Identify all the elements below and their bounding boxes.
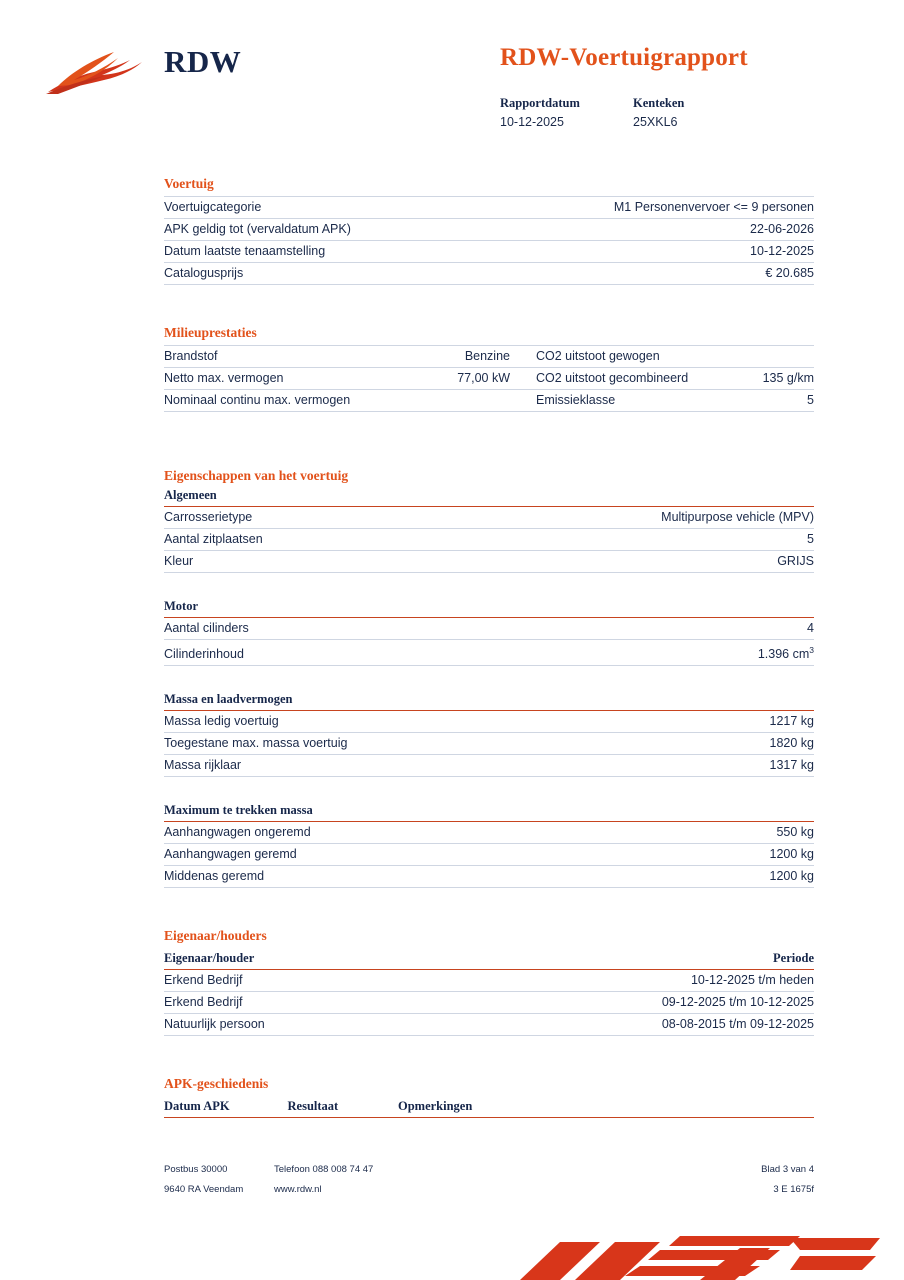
document-body (164, 176, 814, 1118)
row-label-left: Nominaal continu max. vermogen (164, 390, 450, 412)
section-owners (164, 928, 814, 1036)
row-label: Kleur (164, 551, 419, 573)
row-value: 1820 kg (687, 733, 814, 755)
row-label: Datum laatste tenaamstelling (164, 241, 478, 263)
spacer (164, 888, 814, 928)
table-row (164, 368, 814, 390)
table-row (164, 640, 814, 666)
subsection-towing-title: Maximum te trekken massa (164, 803, 313, 818)
spacer (164, 285, 814, 325)
row-value: 10-12-2025 (478, 241, 814, 263)
row-label: APK geldig tot (vervaldatum APK) (164, 219, 478, 241)
table-row (164, 866, 814, 888)
owner-period: 08-08-2015 t/m 09-12-2025 (423, 1014, 814, 1036)
table-header-row (164, 1096, 814, 1118)
row-value-left: Benzine (450, 346, 528, 368)
license-plate-label: Kenteken (633, 96, 685, 110)
towing-table (164, 822, 814, 888)
footer-city: 9640 RA Veendam (164, 1184, 244, 1195)
spacer (164, 412, 814, 468)
row-label-left: Brandstof (164, 346, 450, 368)
row-value: 1.396 cm (757, 647, 810, 662)
row-value: 1200 kg (663, 844, 814, 866)
table-row (164, 844, 814, 866)
rdw-logo-text: RDW (164, 44, 242, 79)
section-environment-title: Milieuprestaties (164, 325, 257, 340)
section-properties (164, 468, 814, 888)
table-row (164, 970, 814, 992)
license-plate-value: 25XKL6 (633, 115, 678, 129)
row-value-right: 135 g/km (723, 368, 814, 390)
report-date-value: 10-12-2025 (500, 115, 564, 129)
row-value: 1200 kg (663, 866, 814, 888)
row-label-right: Emissieklasse (528, 390, 723, 412)
row-label: Aantal zitplaatsen (164, 529, 419, 551)
row-value-with-unit (555, 640, 814, 666)
section-vehicle (164, 176, 814, 285)
section-properties-title: Eigenschappen van het voertuig (164, 468, 349, 483)
section-environment (164, 325, 814, 412)
subsection-engine-title: Motor (164, 599, 199, 613)
footer-form-code: 3 E 1675f (773, 1184, 814, 1195)
row-value: 22-06-2026 (478, 219, 814, 241)
row-label: Massa ledig voertuig (164, 711, 687, 733)
subsection-mass-title: Massa en laadvermogen (164, 692, 293, 707)
footer-page-number: Blad 3 van 4 (761, 1164, 814, 1175)
owner-name: Natuurlijk persoon (164, 1014, 423, 1036)
document-header (0, 0, 904, 150)
table-row (164, 529, 814, 551)
row-value: 550 kg (663, 822, 814, 844)
owners-table (164, 948, 814, 1036)
row-label: Carrosserietype (164, 507, 419, 529)
spacer (164, 666, 814, 692)
row-label: Cilinderinhoud (164, 640, 555, 666)
table-row (164, 346, 814, 368)
table-row (164, 1014, 814, 1036)
apk-history-table (164, 1096, 814, 1118)
column-header-owner: Eigenaar/houder (164, 948, 423, 970)
row-value-right: 5 (723, 390, 814, 412)
row-label: Aanhangwagen ongeremd (164, 822, 663, 844)
footer-line-2 (164, 1184, 814, 1195)
report-date-label: Rapportdatum (500, 96, 580, 110)
table-row (164, 551, 814, 573)
spacer (164, 777, 814, 803)
rdw-logo (44, 32, 304, 102)
section-vehicle-title: Voertuig (164, 176, 214, 191)
row-label-left: Netto max. vermogen (164, 368, 450, 390)
table-row (164, 263, 814, 285)
general-table (164, 507, 814, 573)
spacer (164, 1036, 814, 1076)
document-footer (164, 1164, 814, 1204)
footer-website: www.rdw.nl (274, 1184, 322, 1195)
row-value: 1217 kg (687, 711, 814, 733)
row-value: Multipurpose vehicle (MPV) (419, 507, 814, 529)
owner-period: 09-12-2025 t/m 10-12-2025 (423, 992, 814, 1014)
footer-line-1 (164, 1164, 814, 1175)
row-label: Massa rijklaar (164, 755, 687, 777)
table-row (164, 755, 814, 777)
table-row (164, 822, 814, 844)
section-owners-title: Eigenaar/houders (164, 928, 267, 944)
engine-table (164, 618, 814, 666)
table-row (164, 618, 814, 640)
owner-period: 10-12-2025 t/m heden (423, 970, 814, 992)
footer-postbus: Postbus 30000 (164, 1164, 228, 1175)
column-header-period: Periode (423, 948, 814, 970)
column-header-apk-date: Datum APK (164, 1096, 288, 1118)
table-row (164, 219, 814, 241)
table-row (164, 241, 814, 263)
report-meta (500, 96, 860, 129)
table-row (164, 733, 814, 755)
mass-table (164, 711, 814, 777)
section-apk-title: APK-geschiedenis (164, 1076, 269, 1092)
vehicle-table (164, 196, 814, 285)
row-label-right: CO2 uitstoot gecombineerd (528, 368, 723, 390)
subsection-general-title: Algemeen (164, 488, 217, 502)
row-label-right: CO2 uitstoot gewogen (528, 346, 723, 368)
row-label: Middenas geremd (164, 866, 663, 888)
table-row (164, 711, 814, 733)
owner-name: Erkend Bedrijf (164, 970, 423, 992)
page-title: RDW-Voertuigrapport (500, 44, 748, 71)
row-label: Catalogusprijs (164, 263, 478, 285)
table-row (164, 197, 814, 219)
row-label: Voertuigcategorie (164, 197, 478, 219)
row-value-right (723, 346, 814, 368)
rdw-feather-logo (44, 46, 156, 98)
table-row (164, 992, 814, 1014)
row-value-left: 77,00 kW (450, 368, 528, 390)
row-value-left (450, 390, 528, 412)
environment-table (164, 345, 814, 412)
row-value: GRIJS (419, 551, 814, 573)
row-label: Aanhangwagen geremd (164, 844, 663, 866)
column-header-apk-remarks: Opmerkingen (398, 1096, 814, 1118)
table-header-row (164, 948, 814, 970)
row-value: 4 (555, 618, 814, 640)
row-value: € 20.685 (478, 263, 814, 285)
row-label: Toegestane max. massa voertuig (164, 733, 687, 755)
section-apk-history (164, 1076, 814, 1118)
row-label: Aantal cilinders (164, 618, 555, 640)
table-row (164, 507, 814, 529)
owner-name: Erkend Bedrijf (164, 992, 423, 1014)
row-value: 1317 kg (687, 755, 814, 777)
column-header-apk-result: Resultaat (288, 1096, 399, 1118)
unit-exponent: 3 (809, 645, 814, 655)
footer-phone: Telefoon 088 008 74 47 (274, 1164, 374, 1175)
table-row (164, 390, 814, 412)
spacer (164, 573, 814, 599)
decorative-stripes (0, 1214, 904, 1280)
row-value: 5 (419, 529, 814, 551)
row-value: M1 Personenvervoer <= 9 personen (478, 197, 814, 219)
